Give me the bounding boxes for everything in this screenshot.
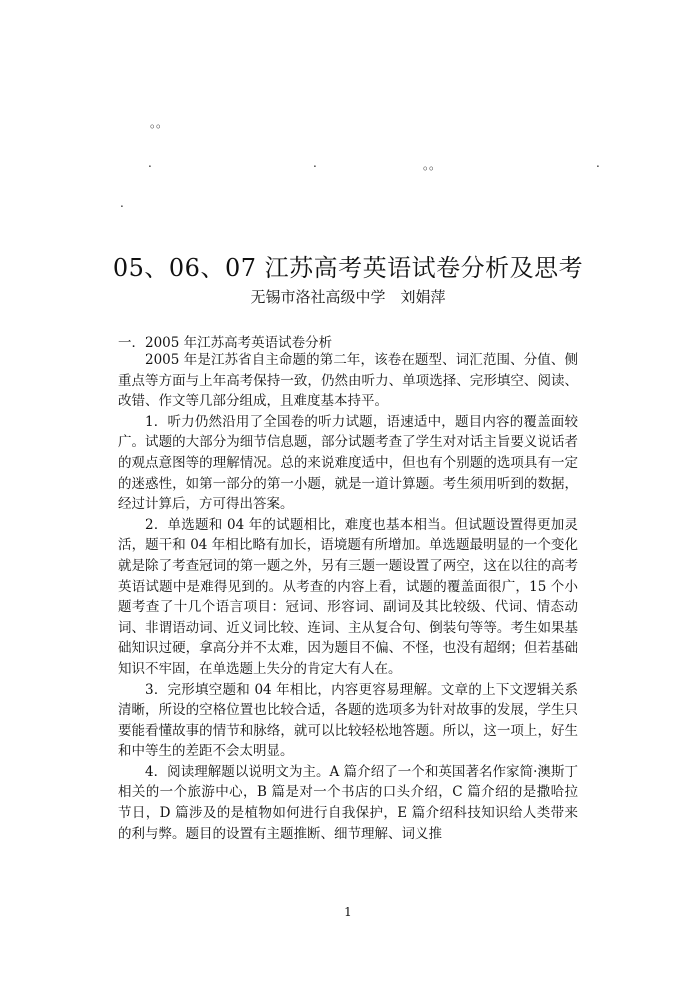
paragraph-cloze: 3．完形填空题和 04 年相比，内容更容易理解。文章的上下文逻辑关系清晰，所设的空格位置也比较合适，各题的选项多为针对故事的发展，学生只要能看懂故事的情节和脉络，就可以比较轻松地答题。所以，这一项上，好生和中等生的差距不会太明显。	[118, 681, 578, 760]
paragraph-intro: 2005 年是江苏省自主命题的第二年，该卷在题型、词汇范围、分值、侧重点等方面与上年高考保持一致，仍然由听力、单项选择、完形填空、阅读、改错、作文等几部分组成，且难度基本持平。	[118, 352, 578, 410]
header-mark: 。。	[150, 116, 169, 130]
header-mark: 。。	[423, 158, 442, 172]
document-title: 05、06、07 江苏高考英语试卷分析及思考	[112, 254, 584, 282]
paragraph-reading: 4．阅读理解题以说明文为主。A 篇介绍了一个和英国著名作家简·澳斯丁相关的一个旅游中心，B 篇是对一个书店的口头介绍，C 篇介绍的是撒哈拉节日，D 篇涉及的是植物如何进行自我保护，E 篇介绍科技知识给人类带来的利与弊。题目的设置有主题推断、细节理解、词义推	[118, 763, 578, 842]
header-mark: .	[596, 156, 600, 170]
header-mark: .	[313, 156, 317, 170]
author-line: 无锡市洛社高级中学 刘娟萍	[250, 288, 446, 306]
header-mark: .	[120, 196, 124, 210]
document-body	[118, 350, 578, 844]
section-heading: 一．2005 年江苏高考英语试卷分析	[118, 335, 333, 351]
page-number: 1	[344, 905, 352, 919]
header-mark: .	[148, 156, 152, 170]
paragraph-listening: 1．听力仍然沿用了全国卷的听力试题，语速适中，题目内容的覆盖面较广。试题的大部分为细节信息题，部分试题考查了学生对对话主旨要义说话者的观点意图等的理解情况。总的来说难度适中，但也有个别题的选项具有一定的迷惑性，如第一部分的第一小题，就是一道计算题。考生须用听到的数据，经过计算后，方可得出答案。	[118, 413, 578, 513]
paragraph-single-choice: 2．单选题和 04 年的试题相比，难度也基本相当。但试题设置得更加灵活，题干和 04 年相比略有加长，语境题有所增加。单选题最明显的一个变化就是除了考查冠词的第一题之外，另有三题一题设置了两空，这在以往的高考英语试题中是难得见到的。从考查的内容上看，试题的覆盖面很广，15 个小题考查了十几个语言项目：冠词、形容词、副词及其比较级、代词、情态动词、非谓语动词、近义词比较、连词、主从复合句、倒装句等等。考生如果基础知识过硬，拿高分并不太难，因为题目不偏、不怪，也没有超纲；但若基础知识不牢固，在单选题上失分的肯定大有人在。	[118, 516, 578, 677]
